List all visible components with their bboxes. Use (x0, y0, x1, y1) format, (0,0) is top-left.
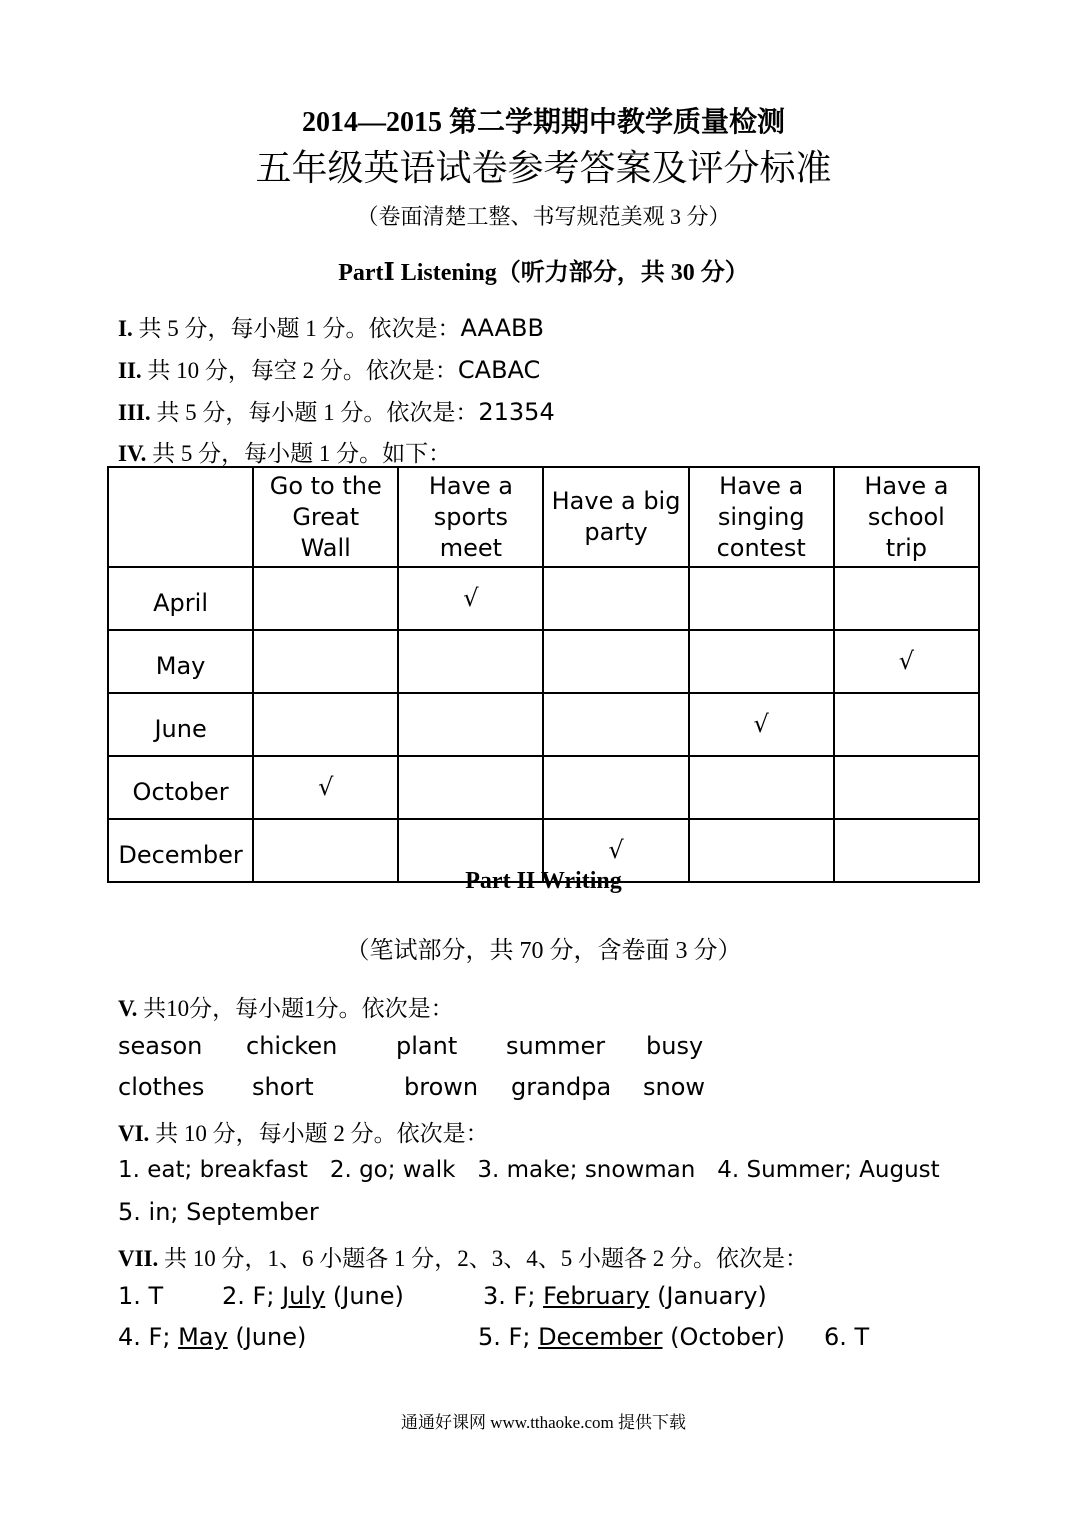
grid-column-header (834, 467, 979, 567)
grid-column-header-line: school (867, 502, 945, 531)
grid-cell (253, 567, 398, 630)
grid-cell (543, 693, 688, 756)
grid-column-header-line: Wall (300, 533, 351, 562)
answer-4: 4. F; May (June) (118, 1323, 307, 1351)
exam-title-line1: 2014—2015 第二学期期中教学质量检测 (301, 107, 785, 138)
grid-row-label: May (108, 630, 253, 693)
answer-5: 5. F; December (October) (478, 1323, 785, 1351)
section-6-answers-line1: 1. eat; breakfast 2. go; walk 3. make; snowman 4. Summer; August (118, 1157, 940, 1183)
answer-grid (107, 466, 980, 883)
grid-row (108, 693, 979, 756)
section-2-label: II. (118, 358, 142, 383)
section-7-answers-line1 (118, 1282, 978, 1314)
section-1 (118, 310, 544, 343)
section-2-answer: CABAC (457, 356, 541, 384)
grid-column-header-line: contest (716, 533, 806, 562)
section-5-label: V. (118, 996, 138, 1021)
grid-column-header-line: Have a (864, 471, 949, 500)
part2-heading: Part II Writing (465, 868, 622, 894)
section-7-label: VII. (118, 1246, 159, 1271)
grid-cell (253, 693, 398, 756)
section-6-answers-line2: 5. in; September (118, 1198, 319, 1226)
grid-cell (689, 756, 834, 819)
grid-cell (834, 756, 979, 819)
grid-cell (834, 693, 979, 756)
grid-row-label: October (108, 756, 253, 819)
word: short (252, 1073, 314, 1101)
section-4 (118, 435, 451, 468)
section-5-words-row1 (118, 1032, 818, 1064)
grid-cell (398, 693, 543, 756)
section-6 (118, 1115, 489, 1148)
check-mark-icon: √ (463, 584, 479, 612)
word: plant (396, 1032, 458, 1060)
grid-column-header-line: Have a (719, 471, 804, 500)
section-5-text: 共10分，每小题1分。依次是： (143, 996, 454, 1021)
grid-column-header-line: singing (717, 502, 805, 531)
word: summer (506, 1032, 606, 1060)
section-5-words-row2 (118, 1073, 818, 1105)
grid-cell (398, 567, 543, 630)
section-1-text: 共 5 分，每小题 1 分。依次是： (138, 316, 461, 341)
section-2-text: 共 10 分，每空 2 分。依次是： (147, 358, 458, 383)
section-6-text: 共 10 分，每小题 2 分。依次是： (155, 1121, 489, 1146)
part1-heading: PartⅠ Listening（听力部分，共 30 分） (338, 260, 749, 286)
section-5 (118, 990, 454, 1023)
grid-cell (253, 630, 398, 693)
grid-row (108, 630, 979, 693)
word: grandpa (511, 1073, 612, 1101)
footer-source: 通通好课网 www.tthaoke.com 提供下载 (400, 1413, 687, 1432)
exam-title-line2: 五年级英语试卷参考答案及评分标准 (255, 148, 832, 188)
grid-column-header-line: Have a big (551, 487, 681, 515)
grid-column-header-line: meet (439, 533, 503, 562)
section-7 (118, 1240, 808, 1273)
check-mark-icon: √ (608, 836, 624, 864)
answer-3: 3. F; February (January) (483, 1282, 767, 1310)
section-4-label: IV. (118, 441, 147, 466)
section-7-text: 共 10 分，1、6 小题各 1 分，2、3、4、5 小题各 2 分。依次是： (164, 1246, 809, 1271)
grid-cell (834, 567, 979, 630)
part2-subheading: （笔试部分，共 70 分，含卷面 3 分） (345, 938, 742, 964)
section-7-answers-line2 (118, 1323, 978, 1355)
grid-cell (689, 630, 834, 693)
grid-column-header-line: sports (433, 502, 508, 531)
grid-column-header-line: trip (885, 533, 927, 562)
grid-row (108, 567, 979, 630)
grid-column-header (543, 467, 688, 567)
grid-cell (543, 756, 688, 819)
grid-cell (398, 630, 543, 693)
word: snow (643, 1073, 706, 1101)
grid-cell (253, 756, 398, 819)
answer-1: 1. T (118, 1282, 164, 1310)
grid-column-header (253, 467, 398, 567)
check-mark-icon: √ (753, 710, 769, 738)
answer-6: 6. T (824, 1323, 870, 1351)
section-4-text: 共 5 分，每小题 1 分。如下： (152, 441, 452, 466)
grid-column-header (689, 467, 834, 567)
exam-note: （卷面清楚工整、书写规范美观 3 分） (356, 204, 731, 229)
grid-column-header-line: Go to the (269, 471, 382, 500)
section-1-label: I. (118, 316, 133, 341)
word: chicken (246, 1032, 338, 1060)
grid-cell (689, 567, 834, 630)
word: clothes (118, 1073, 205, 1101)
grid-row-label: December (108, 819, 253, 882)
section-3-answer: 21354 (478, 398, 555, 426)
section-2 (118, 352, 540, 385)
word: season (118, 1032, 203, 1060)
section-6-label: VI. (118, 1121, 150, 1146)
check-mark-icon: √ (898, 647, 915, 675)
section-3-text: 共 5 分，每小题 1 分。依次是： (156, 400, 479, 425)
section-3-label: III. (118, 400, 151, 425)
grid-cell (543, 567, 688, 630)
grid-row-label: June (108, 693, 253, 756)
answer-2: 2. F; July (June) (222, 1282, 404, 1310)
grid-column-header (398, 467, 543, 567)
word: busy (646, 1032, 704, 1060)
grid-row-label: April (108, 567, 253, 630)
grid-column-header-line: party (584, 518, 648, 546)
word: brown (404, 1073, 479, 1101)
grid-column-header-line: Great (292, 502, 360, 531)
grid-corner-cell (108, 467, 253, 567)
grid-row (108, 756, 979, 819)
grid-cell (543, 630, 688, 693)
section-3 (118, 394, 555, 427)
grid-cell (689, 693, 834, 756)
grid-cell (834, 630, 979, 693)
check-mark-icon: √ (318, 773, 334, 801)
grid-column-header-line: Have a (428, 471, 513, 500)
section-1-answer: AAABB (460, 314, 544, 342)
grid-cell (398, 756, 543, 819)
